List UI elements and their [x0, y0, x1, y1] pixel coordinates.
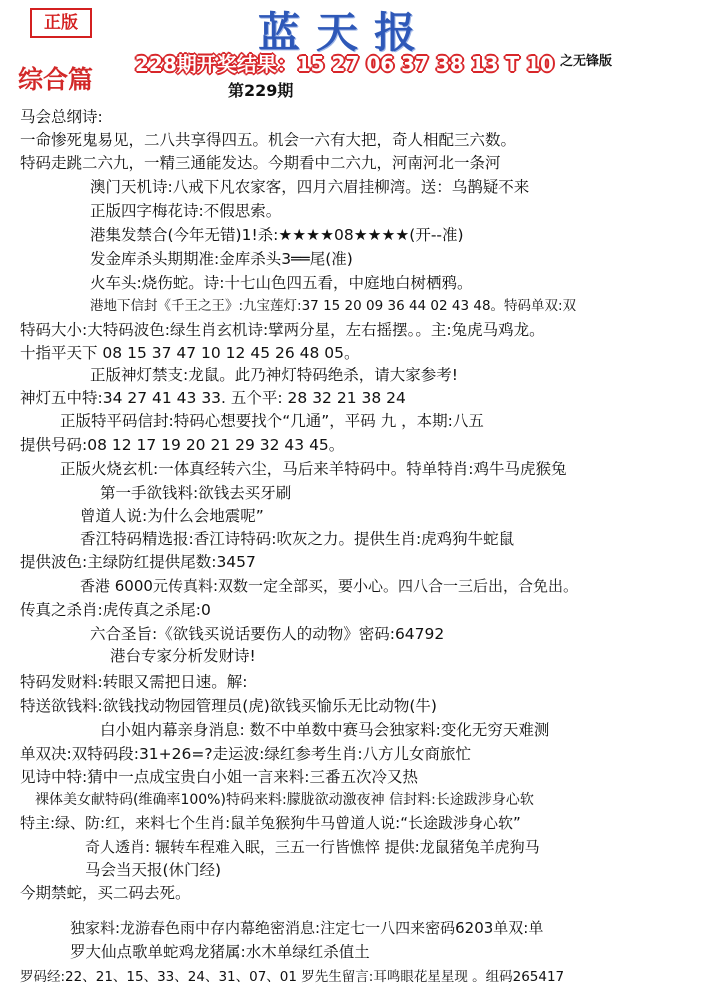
text-line: 正版四字梅花诗:不假思索。: [90, 202, 282, 220]
text-line: 神灯五中特:34 27 41 43 33. 五个平: 28 32 21 38 24: [20, 389, 406, 407]
text-line: 白小姐内幕亲身消息: 数不中单数中赛马会独家料:变化无穷天难测: [100, 721, 550, 739]
text-line: 澳门天机诗:八戒下凡农家客，四月六眉挂柳湾。送：乌鹊疑不来: [90, 178, 530, 196]
newspaper-title: 蓝天报: [258, 8, 433, 57]
text-line: 六合圣旨:《欲钱买说话要伤人的动物》密码:64792: [90, 625, 445, 643]
text-line: 传真之杀肖:虎传真之杀尾:0: [20, 601, 211, 619]
text-line: 马会总纲诗:: [20, 108, 103, 126]
issue-number: 第229期: [228, 81, 294, 100]
text-line: 提供号码:08 12 17 19 20 21 29 32 43 45。: [20, 436, 345, 454]
text-line: 今期禁蛇，买二码去死。: [20, 884, 191, 902]
text-line: 发金库杀头期期准:金库杀头3══尾(准): [90, 250, 353, 268]
text-line: 香江特码精选报:香江诗特码:吹灰之力。提供生肖:虎鸡狗牛蛇鼠: [80, 530, 515, 548]
text-line: 港台专家分析发财诗!: [110, 647, 256, 665]
text-line: 曾道人说:为什么会地震呢”: [80, 507, 264, 525]
text-line: 见诗中特:猜中一点成宝贵白小姐一言来料:三番五次冷又热: [20, 768, 418, 786]
text-line: 特主:绿、防:红，来料七个生肖:鼠羊兔猴狗牛马曾道人说:“长途跋涉身心软”: [20, 814, 521, 832]
text-line: 独家料:龙游春色雨中存内幕绝密消息:注定七一八四来密码6203单双:单: [70, 919, 544, 937]
section-banner: 综合篇: [18, 65, 94, 94]
text-line: 特送欲钱料:欲钱找动物园管理员(虎)欲钱买愉乐无比动物(牛): [20, 697, 437, 715]
text-line: 奇人透肖: 辗转车程难入眠，三五一行皆憔悴 提供:龙鼠猪兔羊虎狗马: [85, 838, 540, 856]
zhengban-badge: 正版: [30, 8, 92, 38]
text-line: 正版特平码信封:特码心想要找个“几通”，平码 九 ，本期:八五: [60, 412, 484, 430]
edition-label: 之无锋版: [560, 54, 613, 69]
text-line: 罗大仙点歌单蛇鸡龙猪属:水木单绿红杀值土: [70, 943, 370, 961]
text-line: 正版神灯禁支:龙鼠。此乃神灯特码绝杀，请大家参考!: [90, 366, 458, 384]
text-line: 特码发财料:转眼又需把日速。解:: [20, 673, 248, 691]
text-line: 特码走跳二六九，一精三通能发达。今期看中二六九，河南河北一条河: [20, 154, 501, 172]
text-line: 正版火烧玄机:一体真经转六尘，马后来羊特码中。特单特肖:鸡牛马虎猴兔: [60, 460, 567, 478]
text-line: 提供波色:主绿防红提供尾数:3457: [20, 553, 256, 571]
text-line: 罗码经:22、21、15、33、24、31、07、01 罗先生留言:耳鸣眼花星星现 。组码265417: [20, 969, 565, 985]
text-line: 第一手欲钱料:欲钱去买牙刷: [100, 484, 292, 502]
text-line: 特码大小:大特码波色:绿生肖玄机诗:擘两分星，左右摇摆。。主:兔虎马鸡龙。: [20, 321, 545, 339]
text-line: 马会当天报(休门经): [85, 861, 222, 879]
draw-result-banner: 228期开奖结果：15 27 06 37 38 13 T 10: [135, 52, 554, 76]
text-line: 十指平天下 08 15 37 47 10 12 45 26 48 05。: [20, 344, 360, 362]
text-line: 港地下信封《千王之王》:九宝莲灯:37 15 20 09 36 44 02 43 48。特码单双:双: [90, 298, 577, 314]
text-line: 港集发禁合(今年无错)1!杀:★★★★08★★★★(开--准): [90, 226, 464, 244]
text-line: 裸体美女献特码(维确率100%)特码来料:朦胧欲动激夜神 信封料:长途跋涉身心软: [35, 792, 534, 808]
text-line: 单双决:双特码段:31+26=?走运波:绿红参考生肖:八方儿女商旅忙: [20, 745, 472, 763]
text-line: 一命惨死鬼易见，二八共享得四五。机会一六有大把，奇人相配三六数。: [20, 131, 517, 149]
text-line: 香港 6000元传真料:双数一定全部买，要小心。四八合一三后出，合免出。: [80, 577, 578, 595]
text-line: 火车头:烧伤蛇。诗:十七山色四五看，中庭地白树栖鸦。: [90, 274, 473, 292]
